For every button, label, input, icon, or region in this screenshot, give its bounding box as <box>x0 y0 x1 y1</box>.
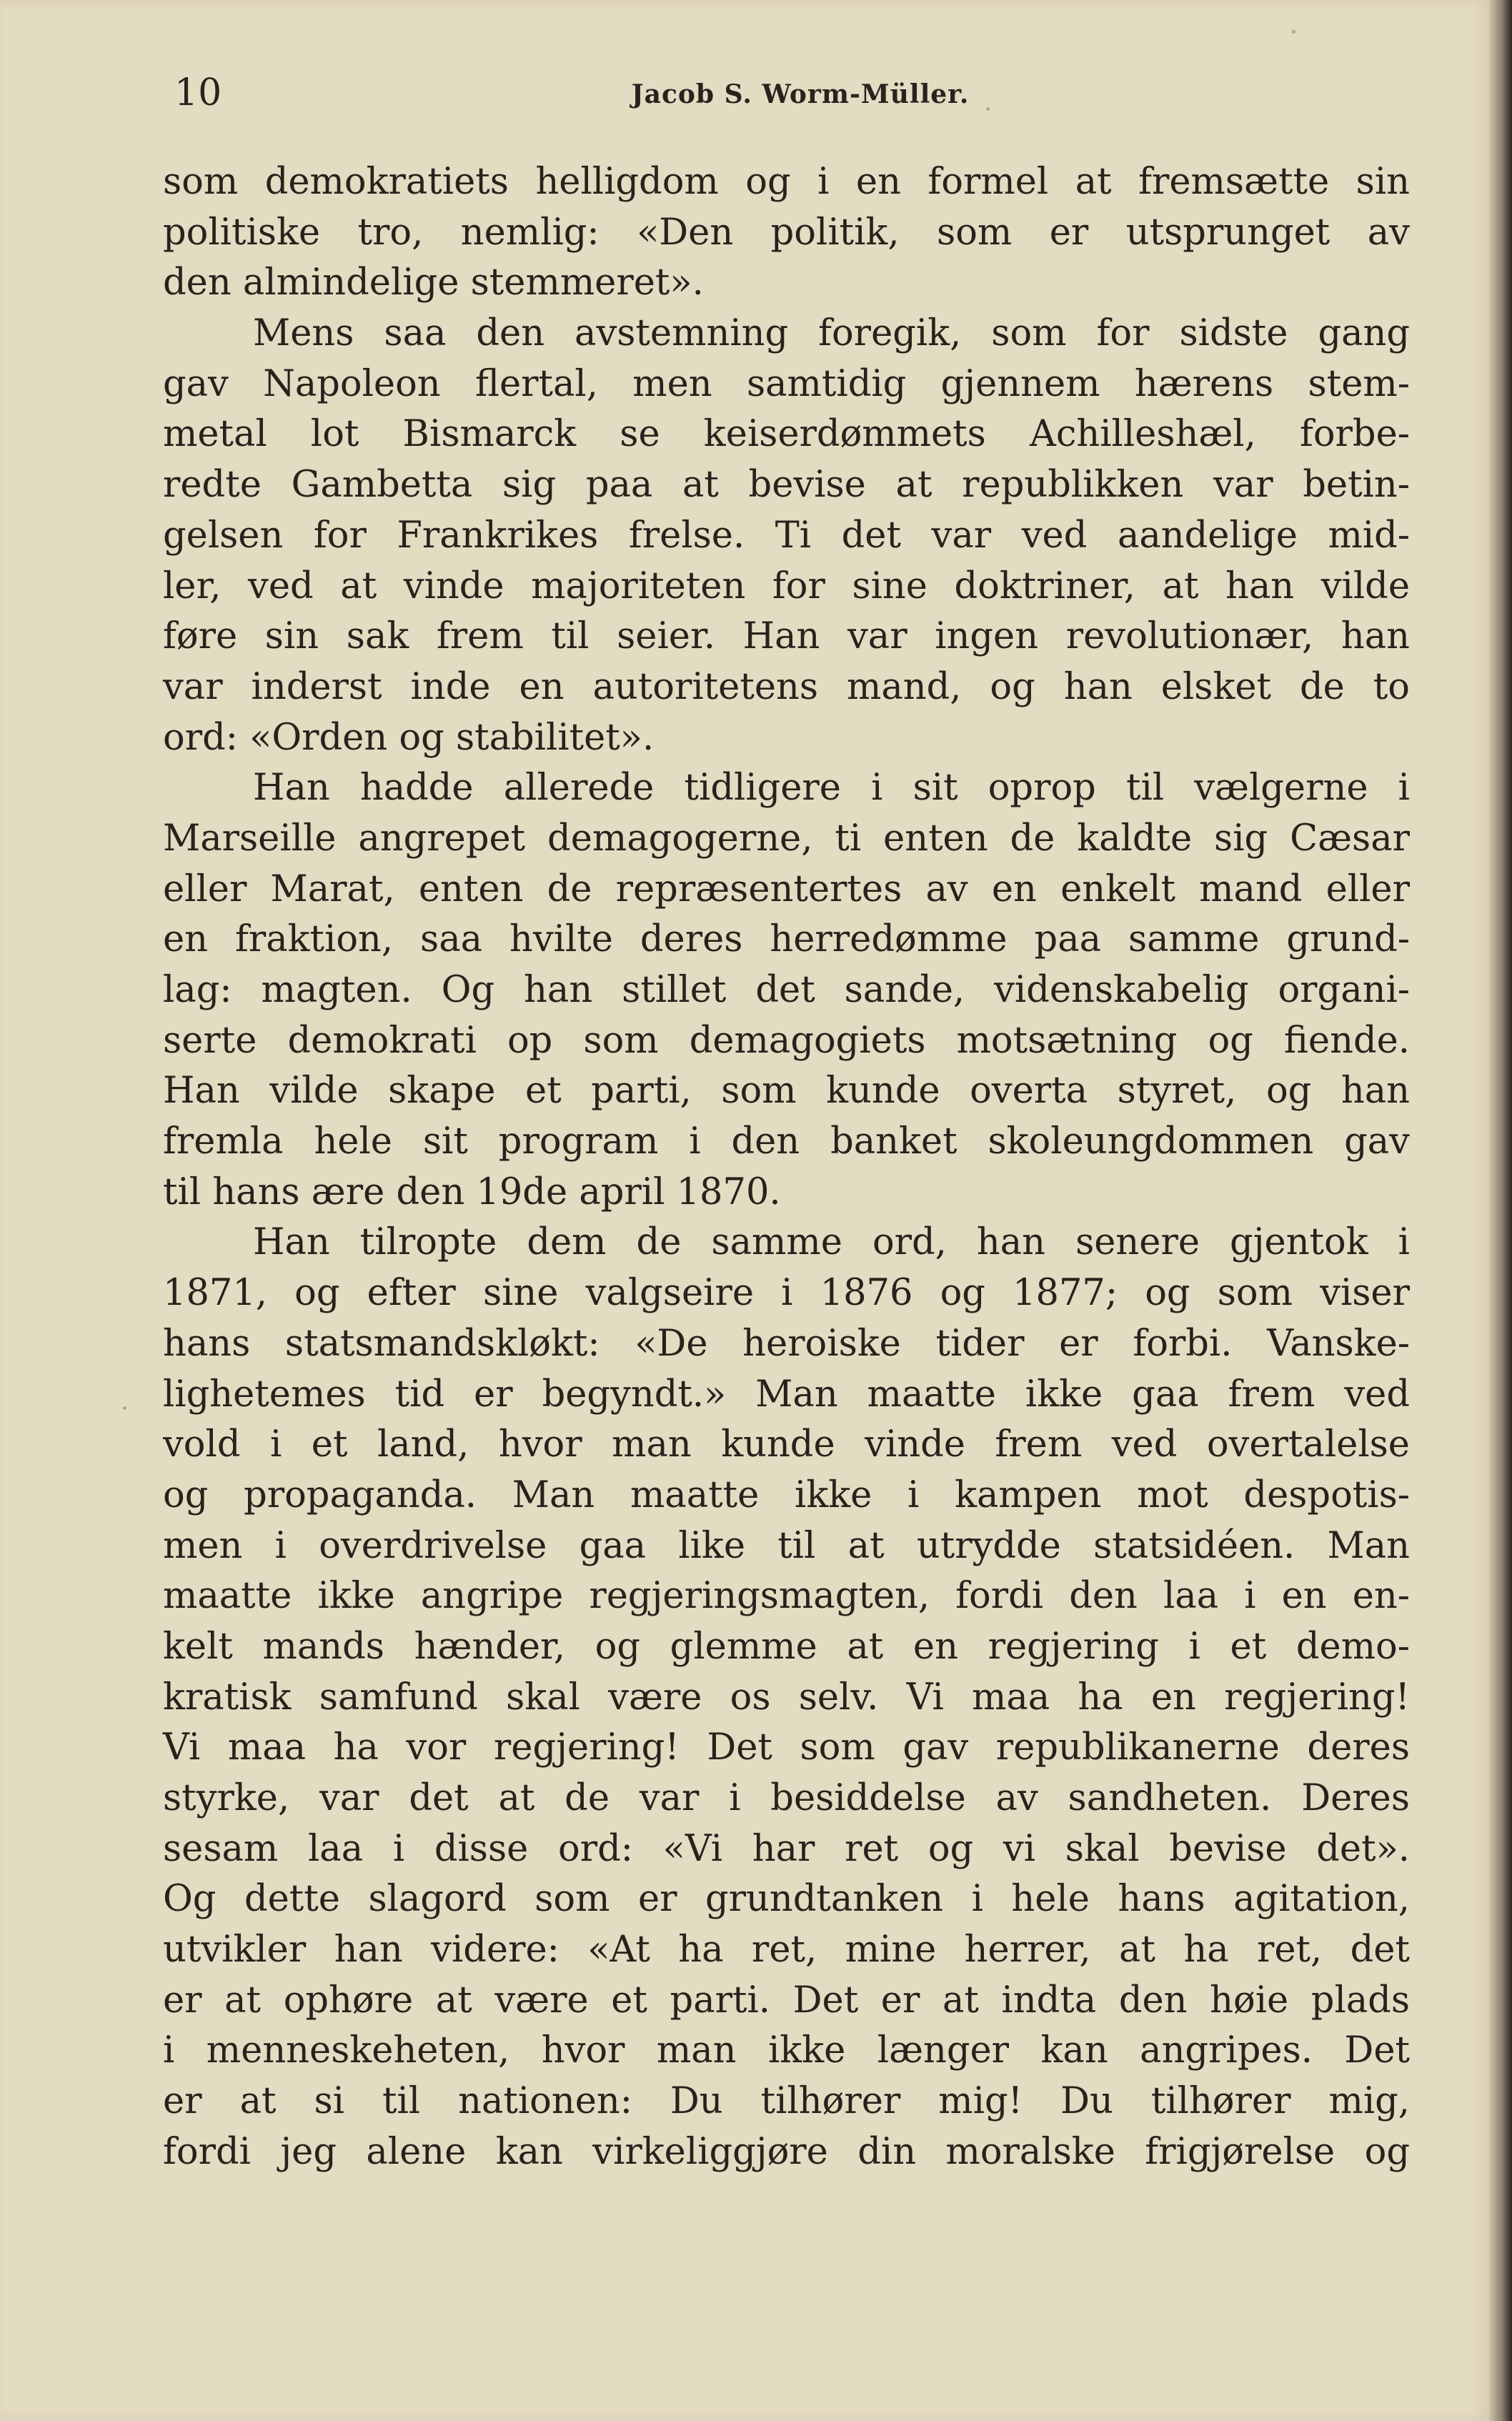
paper-speckle <box>123 1406 126 1410</box>
text-line: styrke, var det at de var i besiddelse av sandheten. Deres <box>163 1777 1410 1819</box>
text-line: og propaganda. Man maatte ikke i kampen mot despotis- <box>163 1473 1410 1516</box>
text-line: en fraktion, saa hvilte deres herredømme paa samme grund- <box>163 918 1410 961</box>
text-line: er at si til nationen: Du tilhører mig! Du tilhører mig, <box>163 2080 1410 2123</box>
paper-speckle <box>986 107 990 111</box>
text-line: er at ophøre at være et parti. Det er at indta den høie plads <box>163 1979 1410 2022</box>
text-line: metal lot Bismarck se keiserdømmets Achilleshæl, forbe- <box>163 413 1410 456</box>
text-line: redte Gambetta sig paa at bevise at republikken var betin- <box>163 464 1410 507</box>
text-line: Han vilde skape et parti, som kunde overta styret, og han <box>163 1070 1410 1113</box>
text-line: vold i et land, hvor man kunde vinde frem ved overtalelse <box>163 1423 1410 1466</box>
text-line: gelsen for Frankrikes frelse. Ti det var ved aandelige mid- <box>163 514 1410 557</box>
text-line: til hans ære den 19de april 1870. <box>163 1170 781 1213</box>
binding-edge <box>1489 0 1512 2421</box>
text-line: politiske tro, nemlig: «Den politik, som er utsprunget av <box>163 211 1410 254</box>
text-line: Vi maa ha vor regjering! Det som gav republikanerne deres <box>163 1726 1410 1769</box>
text-line: Han tilropte dem de samme ord, han senere gjentok i <box>253 1221 1410 1264</box>
text-line: fremla hele sit program i den banket skoleungdommen gav <box>163 1120 1410 1163</box>
page-header <box>171 66 1429 123</box>
text-line: kratisk samfund skal være os selv. Vi maa ha en regjering! <box>163 1676 1410 1719</box>
text-line: gav Napoleon flertal, men samtidig gjennem hærens stem- <box>163 362 1410 405</box>
page-number: 10 <box>174 71 222 114</box>
text-line: fordi jeg alene kan virkeliggjøre din moralske frigjørelse og <box>163 2130 1410 2173</box>
text-line: men i overdrivelse gaa like til at utrydde statsidéen. Man <box>163 1524 1410 1567</box>
text-line: serte demokrati op som demagogiets motsætning og fiende. <box>163 1019 1410 1062</box>
text-line: i menneskeheten, hvor man ikke længer kan angripes. Det <box>163 2029 1410 2072</box>
text-line: den almindelige stemmeret». <box>163 262 704 304</box>
text-line: var inderst inde en autoritetens mand, og han elsket de to <box>163 665 1410 708</box>
text-line: 1871, og efter sine valgseire i 1876 og 1877; og som viser <box>163 1272 1410 1315</box>
text-line: føre sin sak frem til seier. Han var ingen revolutionær, han <box>163 615 1410 658</box>
text-line: som demokratiets helligdom og i en formel at fremsætte sin <box>163 161 1410 203</box>
text-line: Han hadde allerede tidligere i sit oprop til vælgerne i <box>253 767 1410 810</box>
text-line: utvikler han videre: «At ha ret, mine herrer, at ha ret, det <box>163 1929 1410 1972</box>
text-line: kelt mands hænder, og glemme at en regjering i et demo- <box>163 1625 1410 1668</box>
text-line: ord: «Orden og stabilitet». <box>163 716 655 759</box>
text-line: ler, ved at vinde majoriteten for sine doktriner, at han vilde <box>163 565 1410 607</box>
body-text <box>163 157 1410 2178</box>
text-line: lag: magten. Og han stillet det sande, videnskabelig organi- <box>163 969 1410 1011</box>
text-line: eller Marat, enten de repræsentertes av en enkelt mand eller <box>163 868 1410 910</box>
text-line: hans statsmandskløkt: «De heroiske tider er forbi. Vanske- <box>163 1322 1410 1365</box>
text-line: Og dette slagord som er grundtanken i hele hans agitation, <box>163 1878 1410 1921</box>
text-line: maatte ikke angripe regjeringsmagten, fordi den laa i en en- <box>163 1575 1410 1618</box>
text-line: Marseille angrepet demagogerne, ti enten de kaldte sig Cæsar <box>163 817 1410 860</box>
text-line: lighetemes tid er begyndt.» Man maatte ikke gaa frem ved <box>163 1373 1410 1416</box>
text-line: Mens saa den avstemning foregik, som for sidste gang <box>253 312 1410 355</box>
text-line: sesam laa i disse ord: «Vi har ret og vi skal bevise det». <box>163 1827 1410 1870</box>
running-head: Jacob S. Worm-Müller. <box>631 79 970 109</box>
paper-speckle <box>1292 30 1295 34</box>
